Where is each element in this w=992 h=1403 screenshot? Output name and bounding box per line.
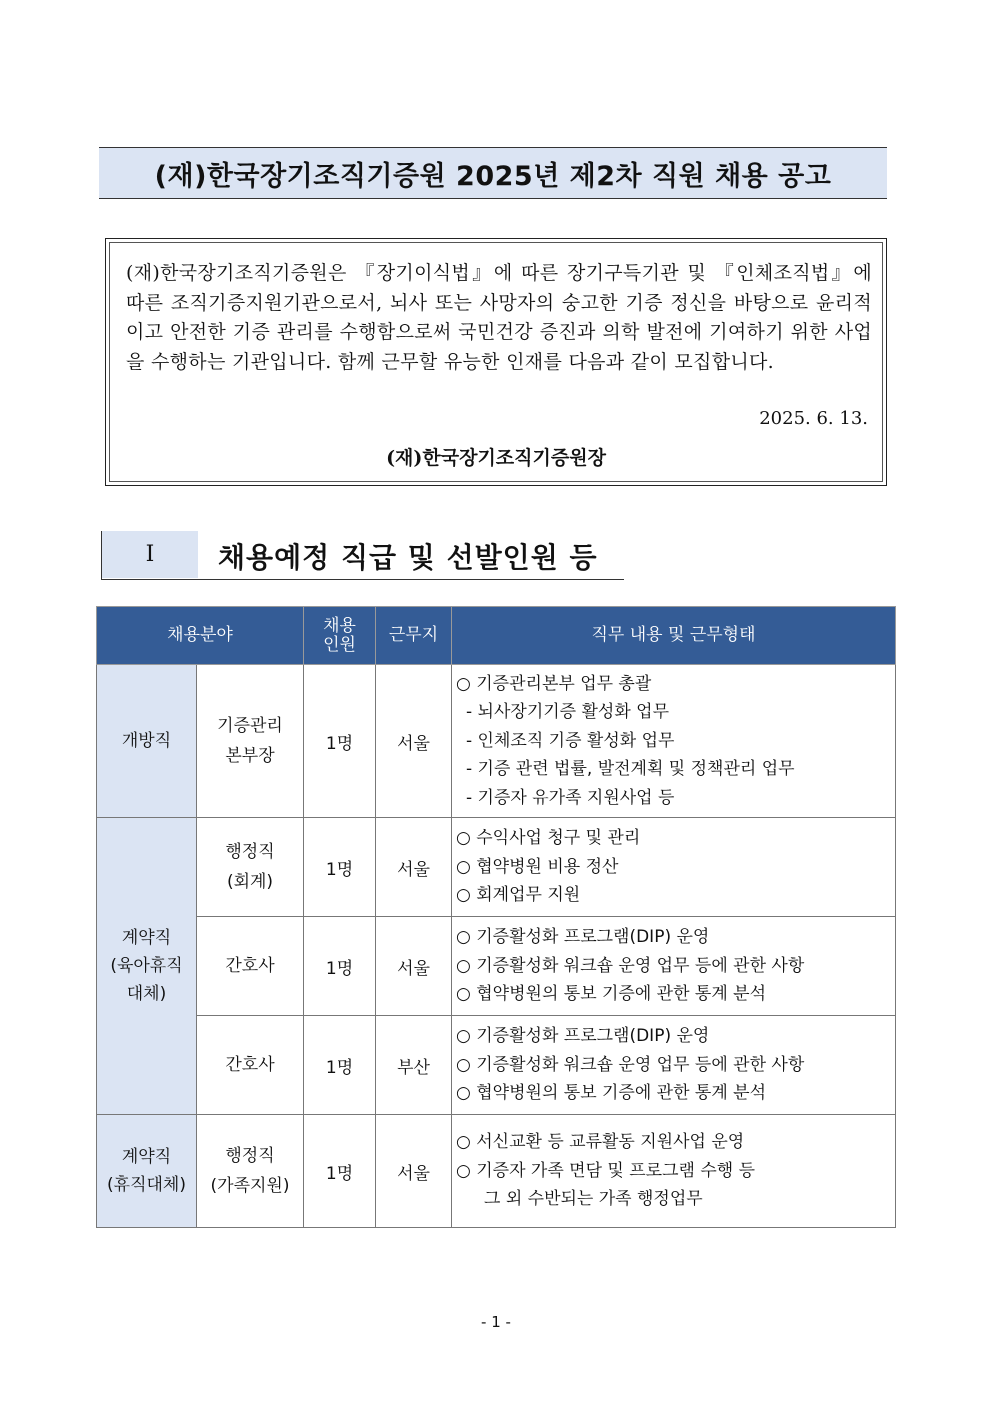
table-row — [97, 1115, 896, 1228]
duty-item: ○ 회계업무 지원 — [456, 885, 581, 906]
count-label: 1명 — [325, 859, 354, 880]
duty-item: ○ 기증관리본부 업무 총괄 — [456, 673, 652, 694]
count-cell — [304, 818, 376, 917]
duty-item: ○ 협약병원 비용 정산 — [456, 856, 619, 877]
count-cell — [304, 1016, 376, 1115]
category-cell — [97, 1115, 197, 1228]
count-label: 1명 — [325, 1057, 354, 1078]
duty-item: - 뇌사장기기증 활성화 업무 — [466, 702, 670, 723]
role-cell — [197, 818, 304, 917]
role-label: 행정직 (회계) — [225, 842, 275, 892]
header-duties — [452, 607, 896, 665]
table-header-row — [97, 607, 896, 665]
page-number: - 1 - — [481, 1313, 511, 1331]
duty-item: ○ 수익사업 청구 및 관리 — [456, 828, 641, 849]
duties-cell — [452, 917, 896, 1016]
location-cell — [376, 818, 452, 917]
announcement-date: 2025. 6. 13. — [759, 408, 868, 429]
table-row — [97, 917, 896, 1016]
location-label: 서울 — [397, 1163, 430, 1184]
section-heading — [101, 531, 624, 580]
header-location-label: 근무지 — [388, 625, 439, 645]
header-count — [304, 607, 376, 665]
category-cell — [97, 665, 197, 818]
location-label: 서울 — [397, 859, 430, 880]
location-label: 서울 — [397, 733, 430, 754]
duty-item: ○ 기증자 가족 면담 및 프로그램 수행 등 — [456, 1160, 756, 1181]
count-cell — [304, 1115, 376, 1228]
duty-item: - 기증자 유가족 지원사업 등 — [466, 787, 675, 808]
duty-item: ○ 협약병원의 통보 기증에 관한 통계 분석 — [456, 1083, 767, 1104]
header-location — [376, 607, 452, 665]
category-cell — [97, 818, 197, 1115]
role-label: 행정직 (가족지원) — [210, 1146, 290, 1196]
count-cell — [304, 665, 376, 818]
location-cell — [376, 665, 452, 818]
duties-cell — [452, 818, 896, 917]
role-label: 간호사 — [225, 956, 275, 976]
count-label: 1명 — [325, 958, 354, 979]
table-row — [97, 1016, 896, 1115]
duty-item: ○ 협약병원의 통보 기증에 관한 통계 분석 — [456, 984, 767, 1005]
category-label: 계약직 (휴직대체) — [107, 1147, 186, 1195]
role-cell — [197, 1016, 304, 1115]
issuer-name: (재)한국장기조직기증원장 — [386, 447, 606, 469]
count-label: 1명 — [325, 1163, 354, 1184]
section-number: Ⅰ — [102, 531, 198, 578]
category-label: 개방직 — [121, 731, 172, 751]
duty-item: - 기증 관련 법률, 발전계획 및 정책관리 업무 — [466, 759, 795, 780]
location-label: 부산 — [397, 1057, 430, 1078]
table-row — [97, 665, 896, 818]
duty-item: ○ 기증활성화 프로그램(DIP) 운영 — [456, 927, 710, 948]
section-title: 채용예정 직급 및 선발인원 등 — [218, 541, 598, 574]
intro-inner-border — [109, 242, 883, 482]
role-label: 간호사 — [225, 1055, 275, 1075]
intro-box — [105, 238, 887, 486]
location-label: 서울 — [397, 958, 430, 979]
role-cell — [197, 1115, 304, 1228]
intro-paragraph: (재)한국장기조직기증원은 『장기이식법』에 따른 장기구득기관 및 『인체조직법』에 따른 조직기증지원기관으로서, 뇌사 또는 사망자의 숭고한 기증 정신을 바탕으로 윤리적이고 안전한 기증 관리를 수행함으로써 국민건강 증진과 의학 발전에 기여하기 위한 사업을 수행하는 기관입니다. 함께 근무할 유능한 인재를 다음과 같이 모집합니다. — [126, 262, 872, 373]
count-label: 1명 — [325, 733, 354, 754]
document-title: (재)한국장기조직기증원 2025년 제2차 직원 채용 공고 — [99, 147, 887, 199]
duty-item: - 인체조직 기증 활성화 업무 — [466, 730, 675, 751]
role-cell — [197, 665, 304, 818]
recruitment-table — [96, 606, 896, 1228]
location-cell — [376, 1016, 452, 1115]
duty-item: ○ 서신교환 등 교류활동 지원사업 운영 — [456, 1132, 745, 1153]
location-cell — [376, 1115, 452, 1228]
table-row — [97, 818, 896, 917]
duty-item: ○ 기증활성화 워크숍 운영 업무 등에 관한 사항 — [456, 1054, 805, 1075]
location-cell — [376, 917, 452, 1016]
count-cell — [304, 917, 376, 1016]
role-label: 기증관리 본부장 — [217, 716, 283, 766]
duties-cell — [452, 665, 896, 818]
duty-item: 그 외 수반되는 가족 행정업무 — [484, 1189, 703, 1210]
duty-item: ○ 기증활성화 프로그램(DIP) 운영 — [456, 1026, 710, 1047]
duties-cell — [452, 1115, 896, 1228]
category-label: 계약직 (육아휴직 대체) — [110, 928, 183, 1004]
header-field — [97, 607, 304, 665]
duty-item: ○ 기증활성화 워크숍 운영 업무 등에 관한 사항 — [456, 955, 805, 976]
header-field-label: 채용분야 — [167, 625, 233, 645]
role-cell — [197, 917, 304, 1016]
header-duties-label: 직무 내용 및 근무형태 — [591, 625, 756, 645]
header-count-label: 채용 인원 — [323, 615, 356, 655]
duties-cell — [452, 1016, 896, 1115]
